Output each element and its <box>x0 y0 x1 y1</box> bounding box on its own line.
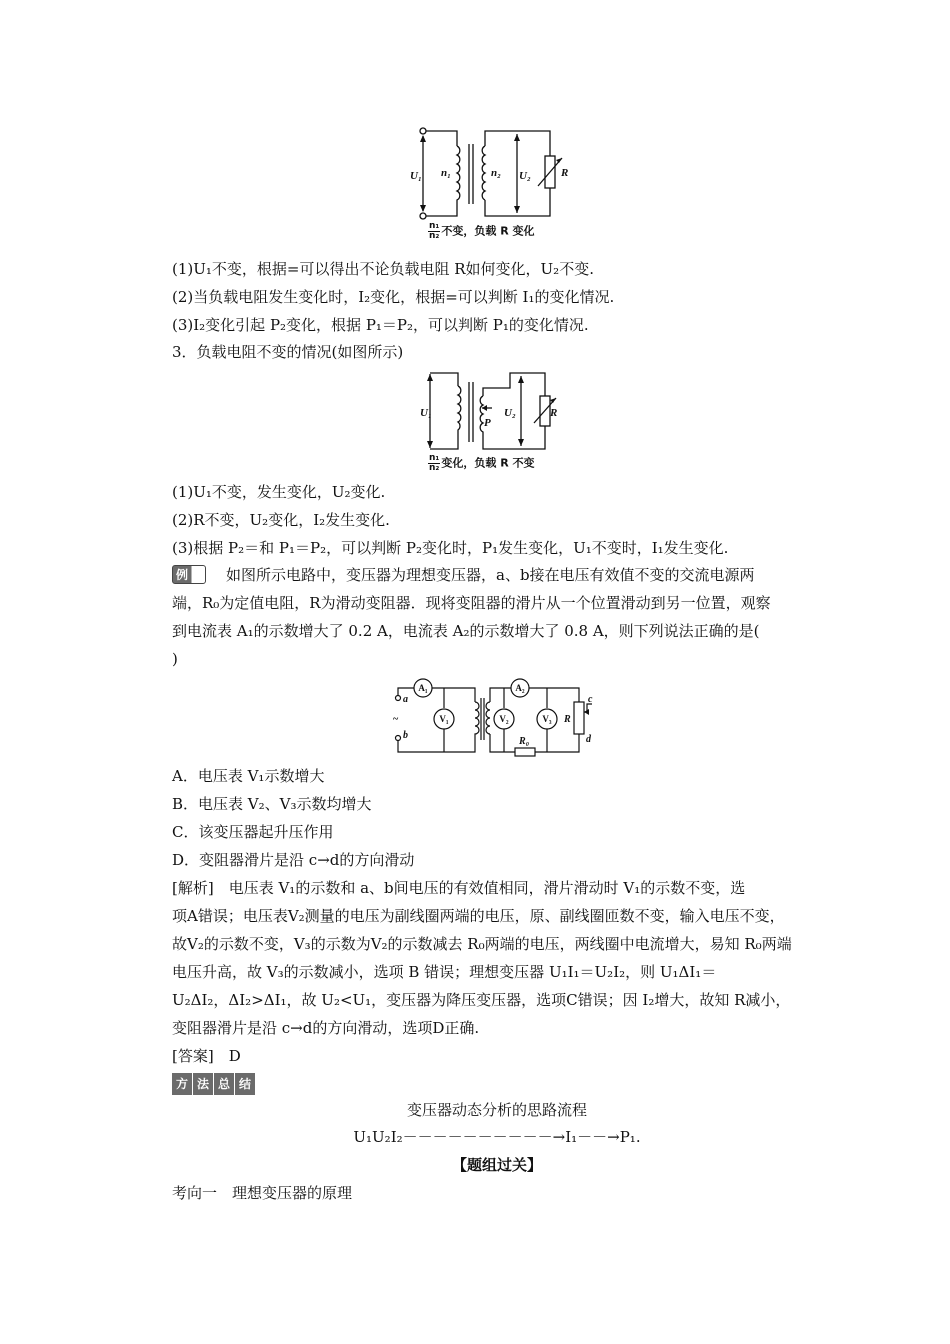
option-a: A．电压表 V₁示数增大 <box>172 767 325 785</box>
ammeter-a1: A₁ <box>418 683 428 693</box>
analysis-line-2: 项A错误；电压表V₂测量的电压为副线圈两端的电压，原、副线圈匝数不变，输入电压不变， <box>172 907 785 925</box>
example-text-line3: 到电流表 A₁的示数增大了 0.2 A，电流表 A₂的示数增大了 0.8 A，则下列说法正确的是( <box>172 622 760 640</box>
label-r0: R₀ <box>519 736 530 747</box>
method-flow: U₁U₂I₂－－－－－－－－－－→I₁－－→P₁. <box>353 1128 641 1146</box>
method-summary-badge: 方 法 总 结 <box>172 1073 256 1095</box>
section3-item-2: (2)R不变，U₂变化，I₂发生变化. <box>172 511 390 529</box>
label-n2: n₂ <box>491 167 501 179</box>
voltmeter-v1: V₁ <box>439 714 449 724</box>
analysis-line-6: 变阻器滑片是沿 c→d的方向滑动，选项D正确. <box>172 1019 480 1037</box>
section2-item-1: (1)U₁不变，根据=可以得出不论负载电阻 R如何变化，U₂不变. <box>172 260 594 278</box>
answer: [答案] D <box>172 1047 241 1065</box>
section2-item-2: (2)当负载电阻发生变化时，I₂变化，根据=可以判断 I₁的变化情况. <box>172 288 615 306</box>
option-c: C．该变压器起升压作用 <box>172 823 334 841</box>
ammeter-a2: A₂ <box>515 683 525 693</box>
direction-1: 考向一 理想变压器的原理 <box>172 1184 353 1202</box>
ac-source-symbol: ~ <box>393 714 399 725</box>
circuit-figure <box>392 676 600 762</box>
section3-title: 3．负载电阻不变的情况(如图所示) <box>172 343 404 361</box>
label-r: R <box>550 407 558 419</box>
method-title: 变压器动态分析的思路流程 <box>406 1101 587 1119</box>
example-badge: 例 <box>172 565 206 584</box>
label-n1: n₁ <box>441 167 451 179</box>
option-d: D．变阻器滑片是沿 c→d的方向滑动 <box>172 851 415 869</box>
label-u2: U₂ <box>504 407 516 419</box>
section2-item-3: (3)I₂变化引起 P₂变化，根据 P₁＝P₂，可以判断 P₁的变化情况. <box>172 316 589 334</box>
label-r: R <box>561 167 569 179</box>
voltmeter-v3: V₃ <box>542 714 552 724</box>
label-p: P <box>484 417 491 429</box>
analysis-line-3: 故V₂的示数不变，V₃的示数为V₂的示数减去 R₀两端的电压，两线圈中电流增大，易知 R₀两端 <box>172 935 792 953</box>
analysis-line-4: 电压升高，故 V₃的示数减小，选项 B 错误；理想变压器 U₁I₁＝U₂I₂，则 U₁ΔI₁＝ <box>172 963 717 981</box>
figure-2-caption: $\frac{\text{n₁}}{\text{n₂}}$ 变化，负载 R 不变 <box>429 453 535 473</box>
section3-item-1: (1)U₁不变，发生变化，U₂变化. <box>172 483 386 501</box>
terminal-a: a <box>403 694 408 705</box>
label-d: d <box>586 734 591 745</box>
label-r: R <box>564 714 571 725</box>
figure-1-caption: $\frac{\text{n₁}}{\text{n₂}}$ 不变，负载 R 变化 <box>429 221 535 241</box>
analysis-line-1: [解析] 电压表 V₁的示数和 a、b间电压的有效值相同，滑片滑动时 V₁的示数不变，选 <box>172 879 746 897</box>
example-text-line2: 端，R₀为定值电阻，R为滑动变阻器．现将变阻器的滑片从一个位置滑动到另一位置，观察 <box>172 594 771 612</box>
example-text-line4: ) <box>172 650 178 668</box>
group-title: 【题组过关】 <box>451 1156 542 1174</box>
transformer-figure-2 <box>420 368 560 454</box>
label-c: c <box>588 694 593 705</box>
section3-item-3: (3)根据 P₂＝和 P₁＝P₂，可以判断 P₂变化时，P₁发生变化，U₁不变时，I₁发生变化. <box>172 539 729 557</box>
label-u1: U₁ <box>410 170 422 182</box>
label-u2: U₂ <box>519 170 531 182</box>
terminal-b: b <box>403 730 408 741</box>
example-text-line1: 如图所示电路中，变压器为理想变压器，a、b接在电压有效值不变的交流电源两 <box>226 566 755 584</box>
transformer-figure-1 <box>410 126 580 222</box>
label-u1: U₁ <box>420 407 432 419</box>
analysis-line-5: U₂ΔI₂，ΔI₂>ΔI₁，故 U₂<U₁，变压器为降压变压器，选项C错误；因 I₂增大，故知 R减小， <box>172 991 791 1009</box>
option-b: B．电压表 V₂、V₃示数均增大 <box>172 795 372 813</box>
voltmeter-v2: V₂ <box>499 714 509 724</box>
